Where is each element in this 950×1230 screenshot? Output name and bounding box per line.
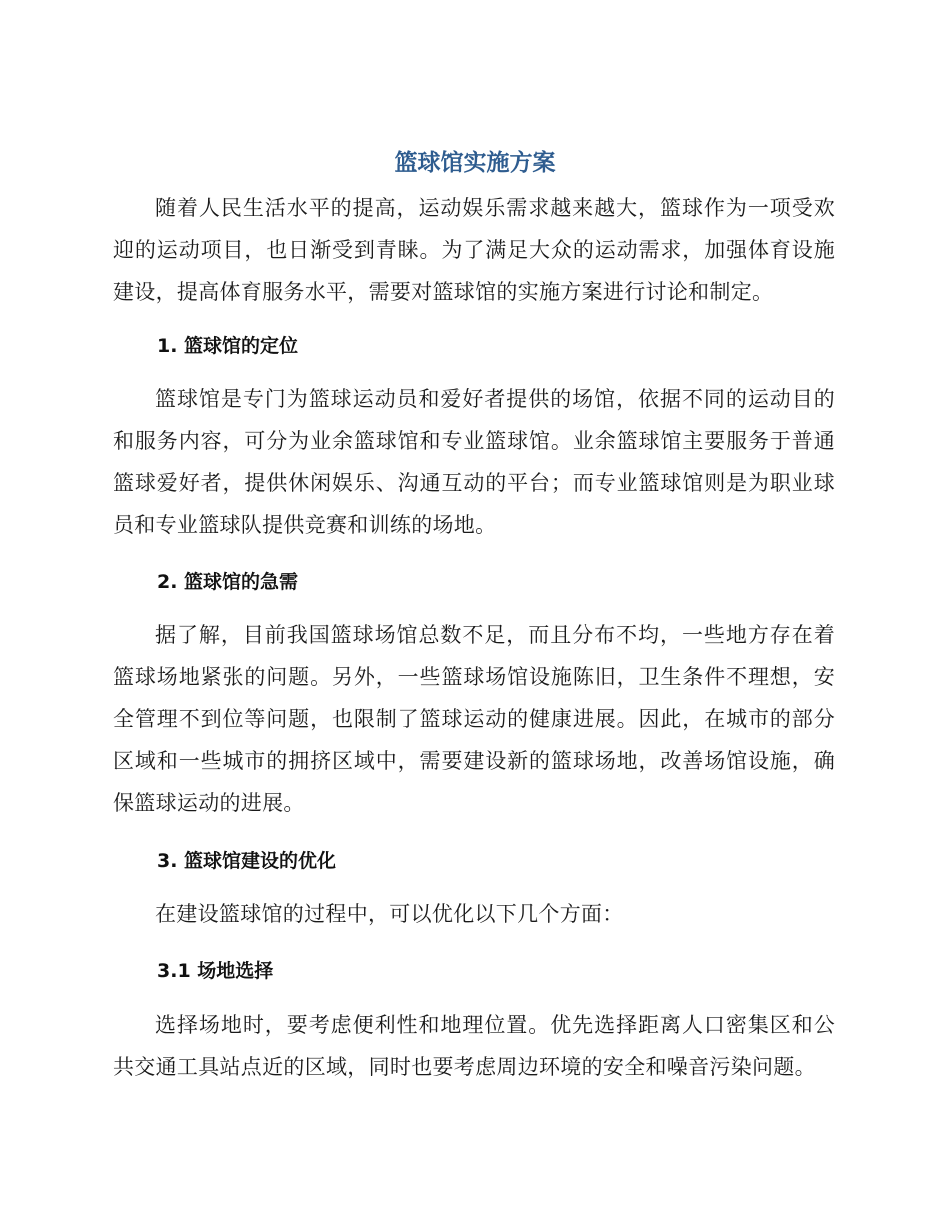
- section-text-3-1: 选择场地时，要考虑便利性和地理位置。优先选择距离人口密集区和公共交通工具站点近的区域，同时也要考虑周边环境的安全和噪音污染问题。: [113, 1013, 835, 1079]
- section-heading-1: 1. 篮球馆的定位: [157, 335, 299, 357]
- section-heading-3-1: 3.1 场地选择: [157, 960, 274, 982]
- section-text-1: 篮球馆是专门为篮球运动员和爱好者提供的场馆，依据不同的运动目的和服务内容，可分为业余篮球馆和专业篮球馆。业余篮球馆主要服务于普通篮球爱好者，提供休闲娱乐、沟通互动的平台；而专业篮球馆则是为职业球员和专业篮球队提供竞赛和训练的场地。: [113, 387, 835, 537]
- intro-paragraph: 随着人民生活水平的提高，运动娱乐需求越来越大，篮球作为一项受欢迎的运动项目，也日渐受到青睐。为了满足大众的运动需求，加强体育设施建设，提高体育服务水平，需要对篮球馆的实施方案进行讨论和制定。: [113, 196, 835, 304]
- section-heading-2: 2. 篮球馆的急需: [157, 571, 299, 593]
- section-text-3: 在建设篮球馆的过程中，可以优化以下几个方面：: [155, 902, 624, 926]
- document-title: 篮球馆实施方案: [394, 150, 556, 176]
- section-heading-3: 3. 篮球馆建设的优化: [157, 850, 337, 872]
- section-text-2: 据了解，目前我国篮球场馆总数不足，而且分布不均，一些地方存在着篮球场地紧张的问题。另外，一些篮球场馆设施陈旧，卫生条件不理想，安全管理不到位等问题，也限制了篮球运动的健康进展。因此，在城市的部分区域和一些城市的拥挤区域中，需要建设新的篮球场地，改善场馆设施，确保篮球运动的进展。: [113, 623, 835, 815]
